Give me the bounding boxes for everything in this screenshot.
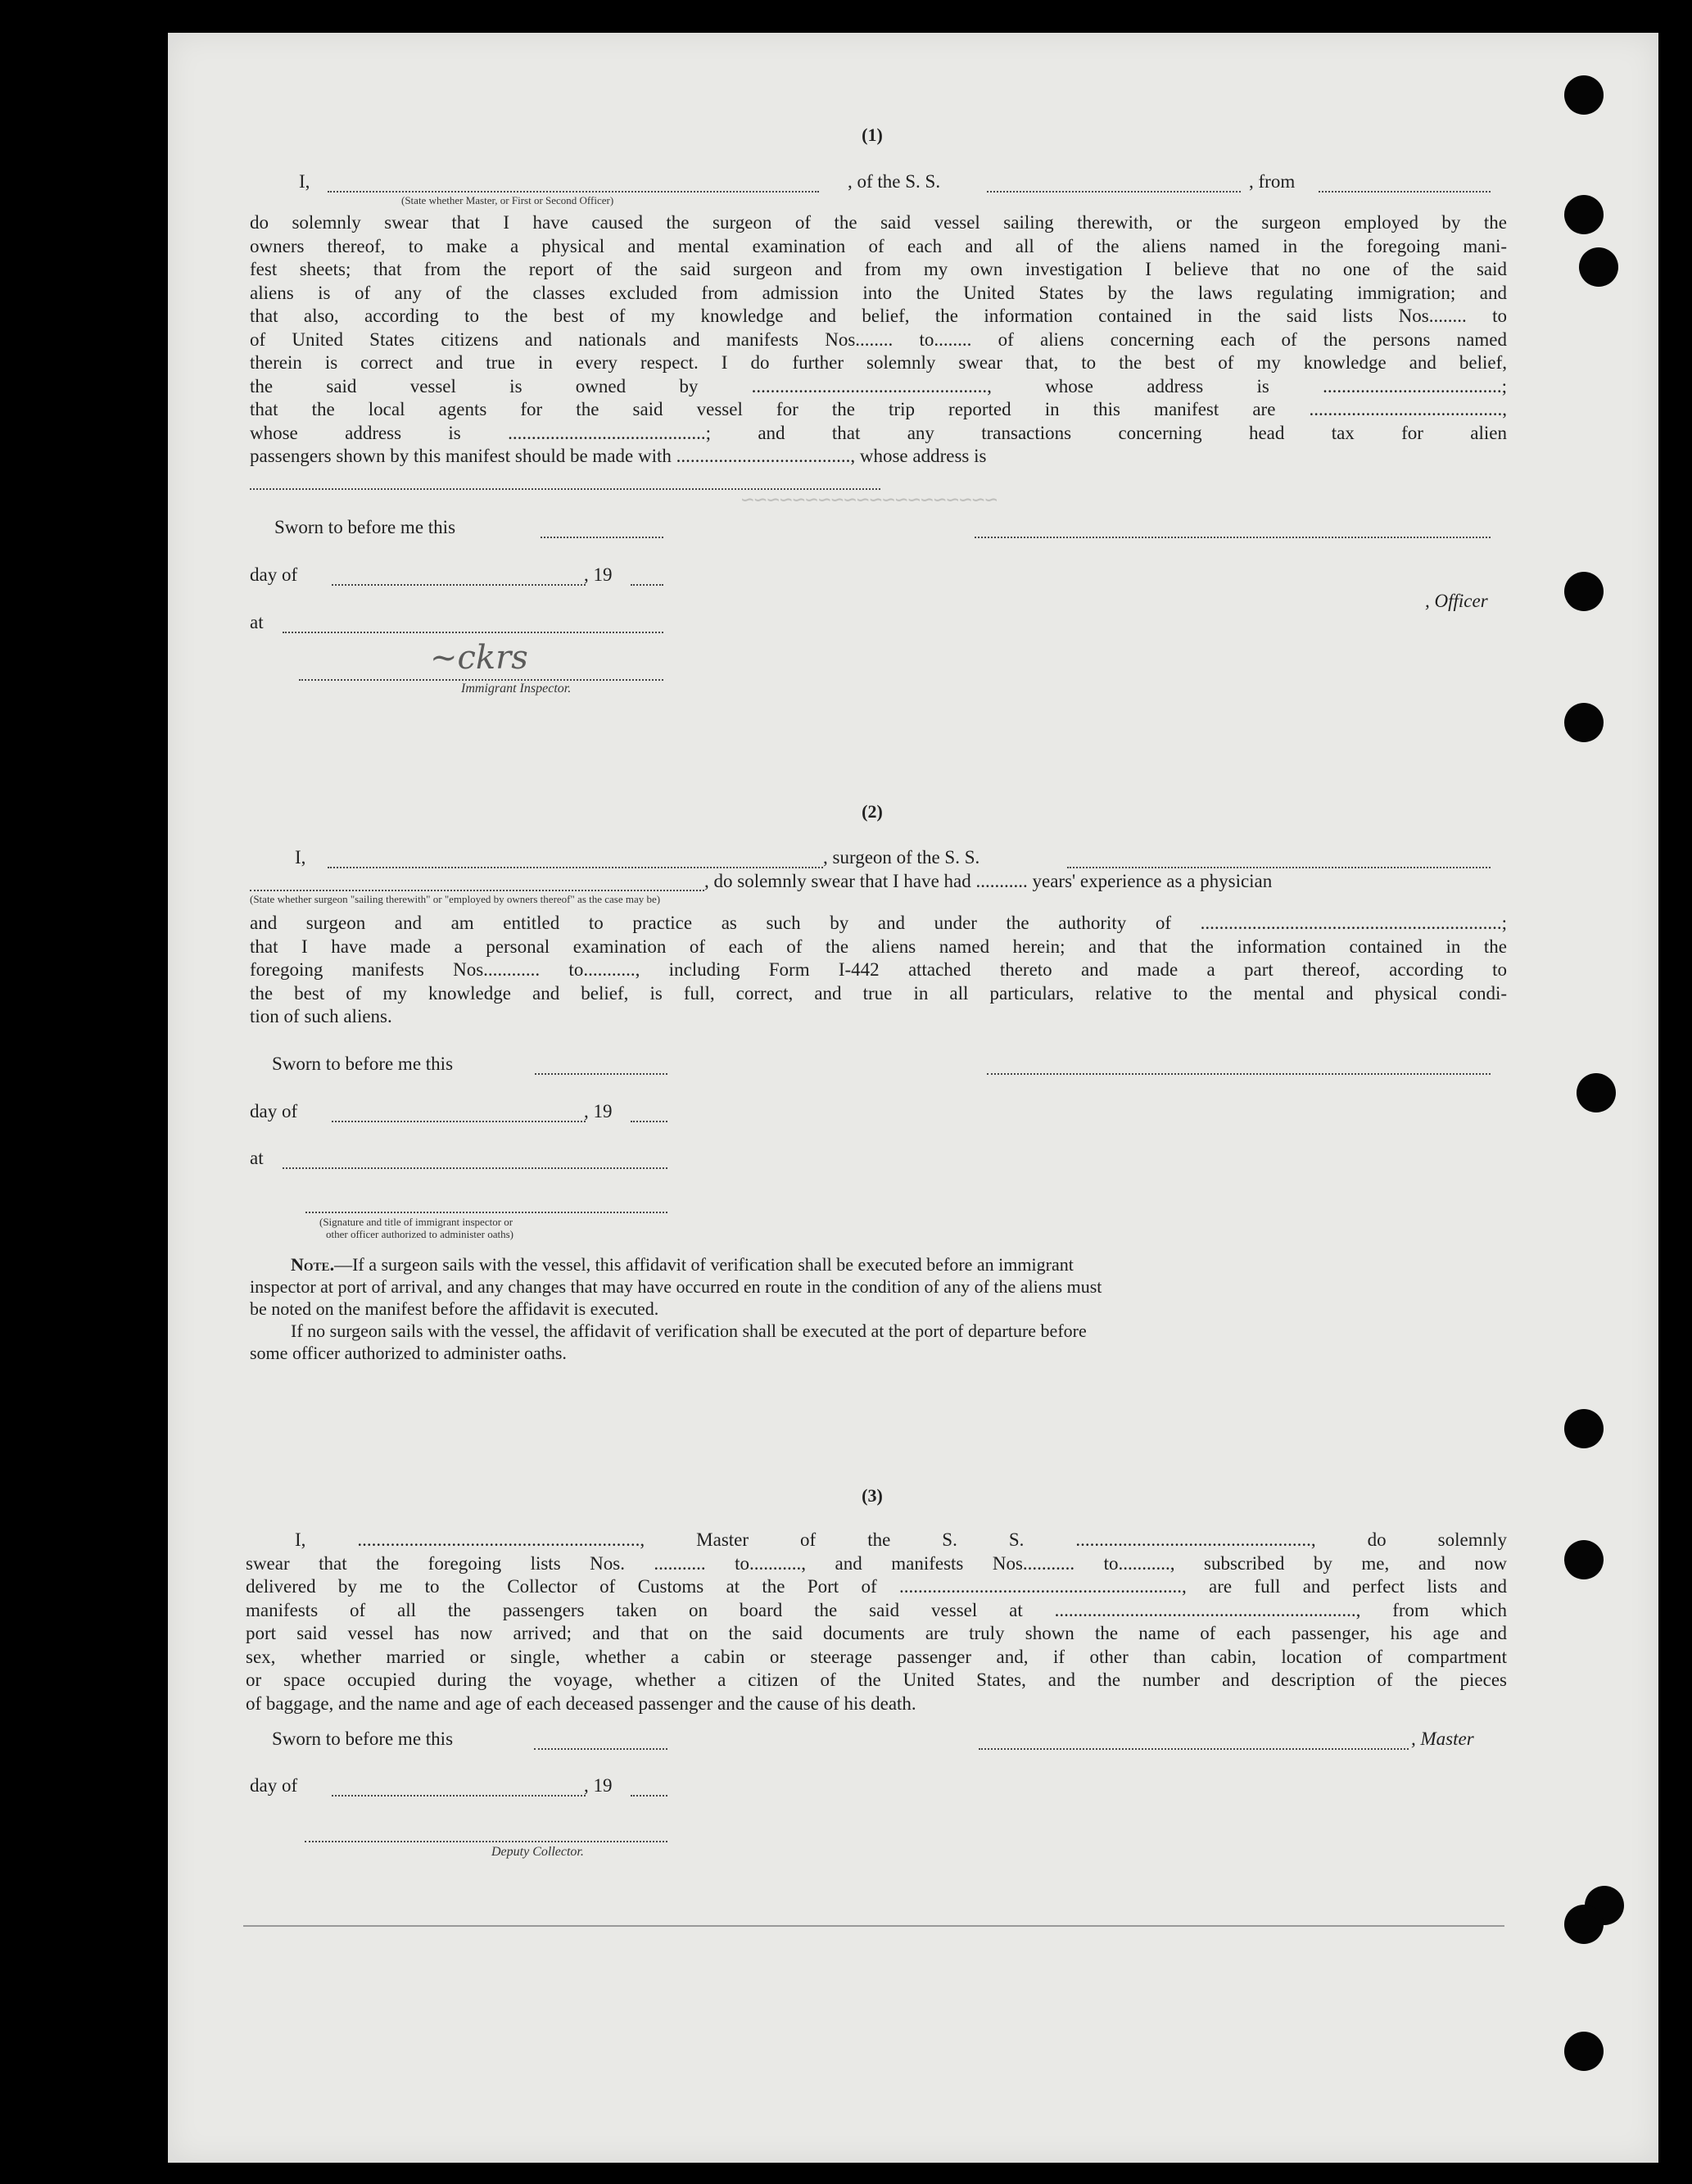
section-1-oath-text	[250, 211, 1507, 469]
oath-line: whose address is ..........................................; and that any transactions concerning head tax for alien	[250, 422, 1507, 443]
year-label: , 19	[584, 1101, 613, 1121]
year-blank	[631, 1120, 667, 1122]
section-2-heading: (2)	[862, 801, 883, 822]
year-blank	[631, 1794, 667, 1797]
surgeon-swear-text: , do solemnly swear that I have had ........... years' experience as a physician	[704, 871, 1273, 891]
at-label: at	[250, 1148, 264, 1168]
punch-hole	[1564, 703, 1604, 742]
bleed-through-text: ~~~~~~~~~~~~~~~~~~~~	[741, 487, 998, 512]
inspector-caption: Immigrant Inspector.	[461, 682, 572, 696]
oath-line: port said vessel has now arrived; and that on the said documents are truly shown the name of each passenger, his age and	[246, 1623, 1507, 1643]
surgeon-caption: (State whether surgeon "sailing therewith" or "employed by owners thereof" as the case may be)	[250, 893, 661, 905]
punch-hole	[1579, 247, 1618, 287]
address-continuation-blank	[250, 487, 880, 490]
note-line: inspector at port of arrival, and any changes that may have occurred en route in the condition of any of the aliens must	[250, 1276, 1102, 1297]
vessel-name-blank	[987, 190, 1241, 193]
collector-caption: Deputy Collector.	[491, 1845, 584, 1859]
note-label: Note.	[291, 1254, 335, 1275]
officer-label: , Officer	[1425, 591, 1488, 611]
day-of-blank	[332, 1120, 586, 1122]
sworn-date-blank	[534, 1747, 667, 1750]
oath-line: and surgeon and am entitled to practice as such by and under the authority of ................................................................;	[250, 913, 1507, 933]
inspector-signature-blank	[305, 1211, 667, 1213]
year-label: , 19	[584, 1775, 613, 1796]
manifest-page	[168, 33, 1658, 2163]
oath-line: tion of such aliens.	[250, 1006, 392, 1026]
surgeon-signature-blank	[987, 1072, 1491, 1075]
year-label: , 19	[584, 564, 613, 585]
inspector-signature-blank	[299, 678, 663, 681]
punch-hole	[1564, 75, 1604, 115]
section-2-oath-text	[250, 912, 1507, 1029]
oath-line: passengers shown by this manifest should be made with ....................................., whose address is	[250, 446, 987, 466]
punch-hole	[1564, 1540, 1604, 1579]
sworn-label: Sworn to before me this	[272, 1729, 454, 1749]
day-of-label: day of	[250, 564, 298, 585]
oath-line: that the local agents for the said vessel for the trip reported in this manifest are .........................................,	[250, 399, 1507, 419]
bottom-rule	[243, 1925, 1504, 1927]
punch-hole	[1564, 1905, 1604, 1944]
day-of-blank	[332, 583, 586, 586]
section-3-oath-text	[246, 1529, 1507, 1715]
day-of-blank	[332, 1794, 586, 1797]
surgeon-status-blank	[250, 889, 704, 891]
at-blank	[283, 631, 663, 633]
surgeon-of-label: , surgeon of the S. S.	[823, 847, 980, 868]
oath-line: or space occupied during the voyage, whether a citizen of the United States, and the number and description of the pieces	[246, 1670, 1507, 1690]
section-1-i-label: I,	[299, 171, 310, 192]
oath-line: the said vessel is owned by .................................................., whose address is ......................................;	[250, 375, 1507, 396]
punch-hole	[1564, 2032, 1604, 2071]
sworn-date-blank	[541, 536, 663, 538]
surgeon-vessel-blank	[1067, 866, 1491, 868]
note-line	[250, 1253, 1507, 1276]
oath-line: therein is correct and true in every respect. I do further solemnly swear that, to the best of my knowledge and belief,	[250, 352, 1507, 373]
punch-hole	[1564, 572, 1604, 611]
oath-line: I, ............................................................, Master of the S. S. .................................................., do solemnly	[295, 1529, 1507, 1550]
punch-hole	[1564, 195, 1604, 234]
inspector-signature: ~ckrs	[430, 639, 528, 677]
master-label: , Master	[1411, 1729, 1474, 1749]
surgeon-note	[250, 1253, 1507, 1364]
oath-line: sex, whether married or single, whether a cabin or steerage passenger and, if other than cabin, location of compartment	[246, 1646, 1507, 1667]
day-of-label: day of	[250, 1101, 298, 1121]
collector-signature-blank	[305, 1840, 667, 1842]
year-blank	[631, 583, 663, 586]
from-port-blank	[1319, 190, 1491, 193]
oath-line: that I have made a personal examination of each of the aliens named herein; and that the information contained in the	[250, 936, 1507, 957]
section-2-i-label: I,	[295, 847, 306, 868]
oath-line: owners thereof, to make a physical and mental examination of each and all of the aliens named in the foregoing mani-	[250, 235, 1507, 256]
punch-hole	[1564, 1409, 1604, 1448]
signature-caption: other officer authorized to administer oaths)	[326, 1228, 513, 1240]
signature-caption: (Signature and title of immigrant inspector or	[319, 1216, 513, 1228]
oath-line: swear that the foregoing lists Nos. ........... to..........., and manifests Nos........... to..........., subscribed by me, and now	[246, 1552, 1507, 1574]
note-line: If no surgeon sails with the vessel, the affidavit of verification shall be executed at the port of departure before	[291, 1321, 1087, 1341]
oath-line: foregoing manifests Nos............ to..........., including Form I-442 attached thereto and made a part thereof, according to	[250, 959, 1507, 980]
oath-line: aliens is of any of the classes excluded from admission into the United States by the laws regulating immigration; and	[250, 282, 1507, 303]
oath-line: that also, according to the best of my knowledge and belief, the information contained in the said lists Nos........ to	[250, 306, 1507, 326]
master-signature-blank	[979, 1747, 1409, 1750]
sworn-label: Sworn to before me this	[272, 1053, 454, 1074]
oath-line: the best of my knowledge and belief, is full, correct, and true in all particulars, relative to the mental and physical condi-	[250, 982, 1507, 1004]
at-blank	[283, 1167, 667, 1169]
oath-line: manifests of all the passengers taken on board the said vessel at ................................................................, from which	[246, 1599, 1507, 1620]
sworn-label: Sworn to before me this	[274, 517, 456, 537]
oath-line: do solemnly swear that I have caused the surgeon of the said vessel sailing therewith, or the surgeon employed by the	[250, 212, 1507, 233]
sworn-date-blank	[535, 1072, 667, 1075]
note-line: some officer authorized to administer oaths.	[250, 1343, 567, 1363]
section-1-heading: (1)	[862, 125, 883, 145]
master-caption: (State whether Master, or First or Second Officer)	[401, 194, 614, 206]
note-line: be noted on the manifest before the affidavit is executed.	[250, 1298, 659, 1319]
day-of-label: day of	[250, 1775, 298, 1796]
section-3-heading: (3)	[862, 1485, 883, 1506]
surgeon-name-blank	[328, 866, 823, 868]
at-label: at	[250, 612, 264, 632]
officer-signature-blank	[975, 536, 1491, 538]
punch-hole	[1577, 1073, 1616, 1112]
oath-line: delivered by me to the Collector of Customs at the Port of ............................................................, are full and perfect lists and	[246, 1576, 1507, 1597]
of-the-ss-label: , of the S. S.	[848, 171, 941, 192]
oath-line: of United States citizens and nationals and manifests Nos........ to........ of aliens concerning each of the persons named	[250, 329, 1507, 350]
from-label: , from	[1249, 171, 1296, 192]
master-blank	[328, 190, 819, 193]
note-text: —If a surgeon sails with the vessel, this affidavit of verification shall be executed before an immigrant	[334, 1254, 1074, 1275]
oath-line: fest sheets; that from the report of the said surgeon and from my own investigation I believe that no one of the said	[250, 259, 1507, 279]
oath-line: of baggage, and the name and age of each deceased passenger and the cause of his death.	[246, 1692, 916, 1714]
